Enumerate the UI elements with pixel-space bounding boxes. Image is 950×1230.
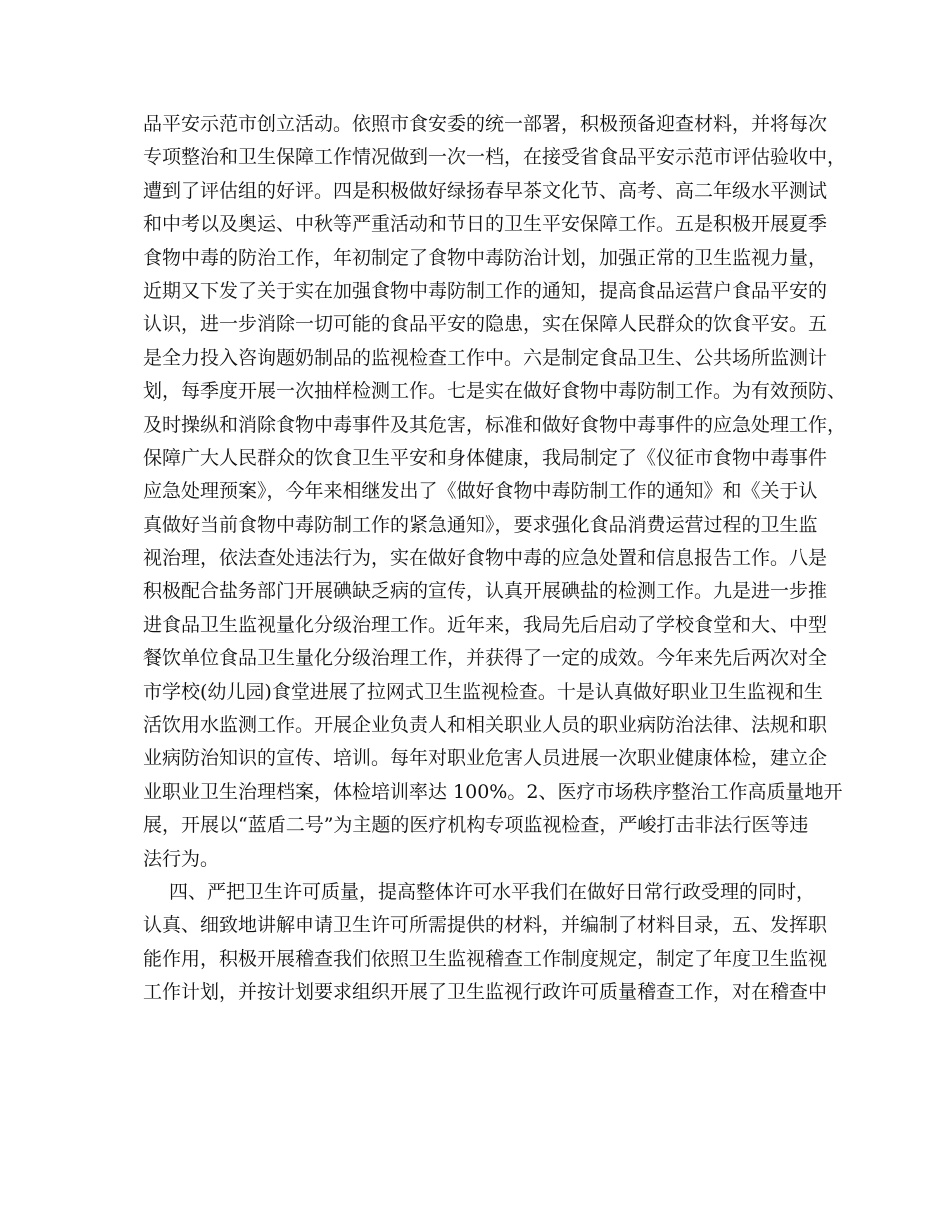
text-line: 能作用，积极开展稽查我们依照卫生监视稽查工作制度规定，制定了年度卫生监视 xyxy=(143,947,828,970)
text-line: 近期又下发了关于实在加强食物中毒防制工作的通知，提高食品运营户食品平安的 xyxy=(143,279,828,302)
text-line: 专项整治和卫生保障工作情况做到一次一档，在接受省食品平安示范市评估验收中， xyxy=(143,146,847,169)
text-line: 市学校(幼儿园)食堂进展了拉网式卫生监视检查。十是认真做好职业卫生监视和生 xyxy=(143,680,823,703)
text-line: 餐饮单位食品卫生量化分级治理工作，并获得了一定的成效。今年来先后两次对全 xyxy=(143,647,828,670)
text-line: 展，开展以“蓝盾二号”为主题的医疗机构专项监视检查，严峻打击非法行医等违 xyxy=(143,814,809,837)
text-line: 法行为。 xyxy=(143,847,220,870)
paragraph-2 xyxy=(143,876,828,1010)
text-line: 业职业卫生治理档案，体检培训率达 100%。2、医疗市场秩序整治工作高质量地开 xyxy=(143,780,843,803)
text-line: 保障广大人民群众的饮食卫生平安和身体健康，我局制定了《仪征市食物中毒事件 xyxy=(143,446,828,469)
text-line: 四、严把卫生许可质量，提高整体许可水平我们在做好日常行政受理的同时， xyxy=(169,880,816,903)
text-line: 视治理，依法查处违法行为，实在做好食物中毒的应急处置和信息报告工作。八是 xyxy=(143,547,828,570)
text-line: 划，每季度开展一次抽样检测工作。七是实在做好食物中毒防制工作。为有效预防、 xyxy=(143,380,847,403)
text-line: 真做好当前食物中毒防制工作的紧急通知》，要求强化食品消费运营过程的卫生监 xyxy=(143,513,818,536)
text-line: 和中考以及奥运、中秋等严重活动和节日的卫生平安保障工作。五是积极开展夏季 xyxy=(143,213,828,236)
text-line: 积极配合盐务部门开展碘缺乏病的宣传，认真开展碘盐的检测工作。九是进一步推 xyxy=(143,580,828,603)
text-line: 活饮用水监测工作。开展企业负责人和相关职业人员的职业病防治法律、法规和职 xyxy=(143,714,828,737)
text-line: 及时操纵和消除食物中毒事件及其危害，标准和做好食物中毒事件的应急处理工作， xyxy=(143,413,847,436)
text-line: 工作计划，并按计划要求组织开展了卫生监视行政许可质量稽查工作，对在稽查中 xyxy=(143,981,828,1004)
text-line: 进食品卫生监视量化分级治理工作。近年来，我局先后启动了学校食堂和大、中型 xyxy=(143,613,828,636)
text-line: 应急处理预案》，今年来相继发出了《做好食物中毒防制工作的通知》和《关于认 xyxy=(143,480,818,503)
text-line: 食物中毒的防治工作，年初制定了食物中毒防治计划，加强正常的卫生监视力量， xyxy=(143,246,828,269)
text-line: 认真、细致地讲解申请卫生许可所需提供的材料，并编制了材料目录，五、发挥职 xyxy=(143,914,828,937)
text-line: 业病防治知识的宣传、培训。每年对职业危害人员进展一次职业健康体检，建立企 xyxy=(143,747,828,770)
text-line: 品平安示范市创立活动。依照市食安委的统一部署，积极预备迎查材料，并将每次 xyxy=(143,113,828,135)
text-line: 遭到了评估组的好评。四是积极做好绿扬春早茶文化节、高考、高二年级水平测试 xyxy=(143,179,828,202)
text-line: 认识，进一步消除一切可能的食品平安的隐患，实在保障人民群众的饮食平安。五 xyxy=(143,313,828,336)
document-body xyxy=(143,108,847,1010)
text-line: 是全力投入咨询题奶制品的监视检查工作中。六是制定食品卫生、公共场所监测计 xyxy=(143,346,828,369)
paragraph-1 xyxy=(143,108,847,876)
